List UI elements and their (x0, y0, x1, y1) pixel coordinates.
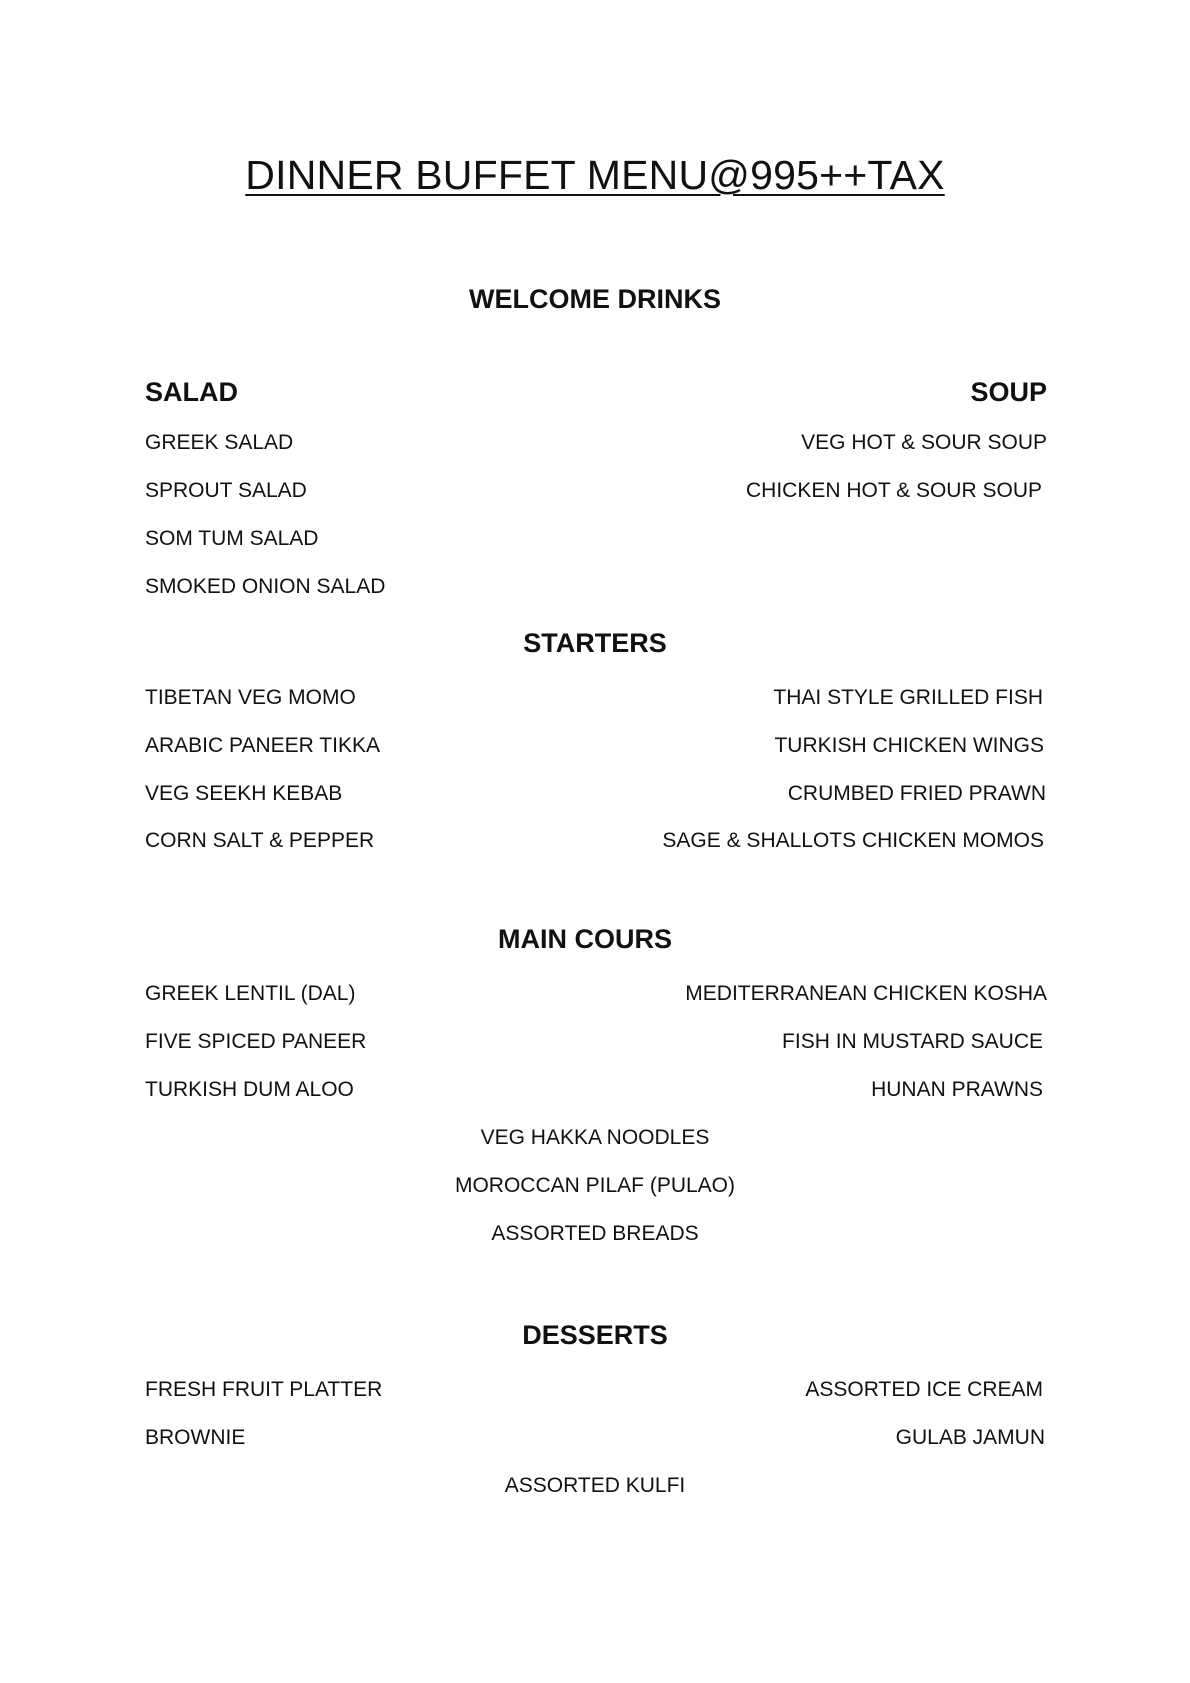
starter-item: CORN SALT & PEPPER (145, 829, 375, 852)
soup-item: VEG HOT & SOUR SOUP (801, 431, 1047, 454)
starter-item: SAGE & SHALLOTS CHICKEN MOMOS (662, 829, 1044, 852)
desserts-heading: DESSERTS (522, 1320, 668, 1350)
dessert-item: FRESH FRUIT PLATTER (145, 1378, 383, 1401)
starter-item: ARABIC PANEER TIKKA (145, 734, 380, 757)
dessert-item: ASSORTED ICE CREAM (805, 1378, 1043, 1401)
main-course-item: MEDITERRANEAN CHICKEN KOSHA (685, 982, 1047, 1005)
main-course-item: VEG HAKKA NOODLES (480, 1126, 710, 1149)
soup-heading: SOUP (970, 377, 1047, 407)
starter-item: THAI STYLE GRILLED FISH (773, 686, 1043, 709)
dessert-item: ASSORTED KULFI (504, 1474, 686, 1497)
menu-title: DINNER BUFFET MENU@995++TAX (245, 152, 945, 198)
main-course-item: FISH IN MUSTARD SAUCE (782, 1030, 1043, 1053)
salad-item: SMOKED ONION SALAD (145, 575, 386, 598)
starter-item: CRUMBED FRIED PRAWN (787, 782, 1046, 805)
main-course-heading: MAIN COURS (498, 924, 672, 954)
starters-heading: STARTERS (523, 628, 667, 658)
salad-item: GREEK SALAD (145, 431, 294, 454)
main-course-item: ASSORTED BREADS (491, 1222, 699, 1245)
main-course-item: MOROCCAN PILAF (PULAO) (454, 1174, 736, 1197)
starter-item: TIBETAN VEG MOMO (145, 686, 356, 709)
salad-item: SPROUT SALAD (145, 479, 307, 502)
main-course-item: FIVE SPICED PANEER (145, 1030, 367, 1053)
welcome-drinks-heading: WELCOME DRINKS (469, 284, 721, 314)
salad-heading: SALAD (145, 377, 238, 407)
starter-item: VEG SEEKH KEBAB (145, 782, 343, 805)
dessert-item: BROWNIE (145, 1426, 246, 1449)
dessert-item: GULAB JAMUN (895, 1426, 1045, 1449)
main-course-item: TURKISH DUM ALOO (145, 1078, 354, 1101)
main-course-item: GREEK LENTIL (DAL) (145, 982, 356, 1005)
starter-item: TURKISH CHICKEN WINGS (774, 734, 1044, 757)
salad-item: SOM TUM SALAD (145, 527, 319, 550)
main-course-item: HUNAN PRAWNS (871, 1078, 1043, 1101)
soup-item: CHICKEN HOT & SOUR SOUP (746, 479, 1042, 502)
